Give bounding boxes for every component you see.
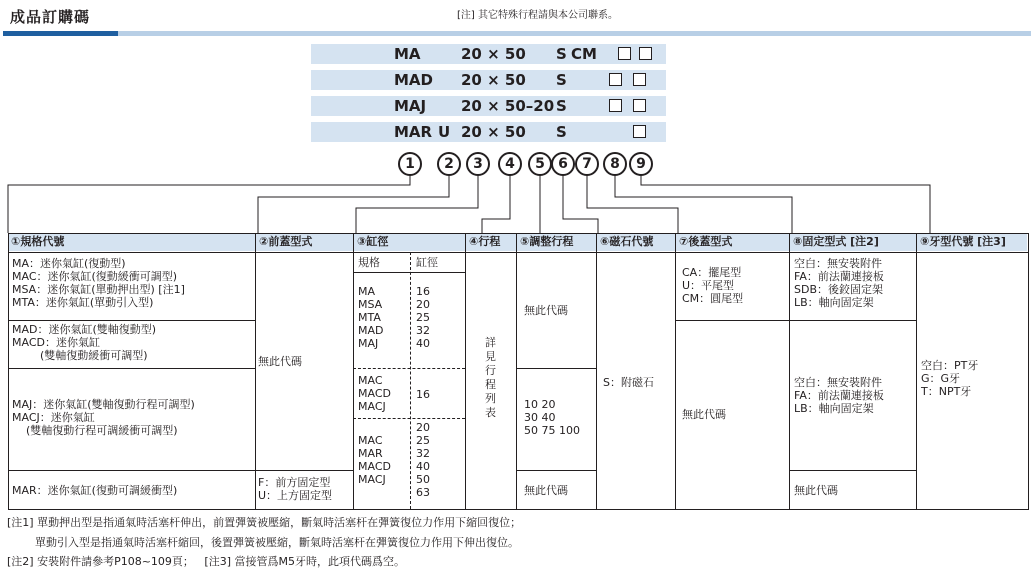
row-divider (789, 470, 916, 471)
front-cover-options: F：前方固定型 U：上方固定型 (258, 476, 333, 502)
position-marker-2: 2 (437, 152, 461, 176)
code-size: 20 × 50 (461, 71, 526, 89)
position-marker-3: 3 (466, 152, 490, 176)
table-border (596, 233, 597, 510)
code-size: 20 × 50–20 (461, 97, 555, 115)
code-model: MA (394, 45, 421, 63)
row-divider (8, 470, 255, 471)
table-border (675, 233, 676, 510)
table-border (516, 233, 517, 510)
mount-options-2: 空白：無安裝附件 FA：前法蘭連接板 LB：軸向固定架 (794, 376, 884, 415)
mount-options-1: 空白：無安裝附件 FA：前法蘭連接板 SDB：後鉸固定架 LB：軸向固定架 (794, 257, 884, 309)
front-cover-none: 無此代碼 (258, 355, 302, 368)
row-divider (675, 320, 789, 321)
table-border (1028, 233, 1029, 510)
header-bore: ③缸徑 (354, 233, 467, 251)
table-border (8, 233, 9, 510)
code-size: 20 × 50 (461, 123, 526, 141)
code-size: 20 × 50 (461, 45, 526, 63)
adjust-values: 10 20 30 40 50 75 100 (524, 398, 580, 437)
row-divider (353, 418, 465, 419)
page-title: 成品訂購碼 (10, 8, 91, 26)
spec-group-4: MAR：迷你氣缸(復動可調緩衝型) (12, 484, 178, 497)
table-border (789, 233, 790, 510)
table-border (353, 233, 354, 510)
header-thread: ⑨牙型代號 [注3] (917, 233, 1027, 251)
rear-cover-options: CA：擺尾型 U：平尾型 CM：圓尾型 (682, 266, 744, 305)
row-divider (353, 368, 465, 369)
adjust-none-2: 無此代碼 (524, 484, 568, 497)
position-marker-9: 9 (629, 152, 653, 176)
code-magnet: S (556, 71, 567, 89)
position-marker-7: 7 (575, 152, 599, 176)
spec-group-2: MAD：迷你氣缸(雙軸復動型) MACD：迷你氣缸 (雙軸復動緩衝可調型) (12, 323, 157, 362)
connector-lines (0, 0, 1034, 240)
stroke-see-table: 詳 見 行 程 列 表 (485, 336, 496, 419)
spec-group-3: MAJ：迷你氣缸(雙軸復動行程可調型) MACJ：迷你氣缸 (雙軸復動行程可調緩衝可調型) (12, 398, 195, 437)
header-stroke: ④行程 (466, 233, 517, 251)
header-spec: ①規格代號 (8, 233, 258, 251)
row-divider (255, 470, 353, 471)
header-rear-cover: ⑦後蓋型式 (676, 233, 791, 251)
table-border (8, 252, 1028, 253)
bore-header-spec: 規格 (358, 256, 380, 269)
code-magnet: S (556, 97, 567, 115)
bore-header-diameter: 缸徑 (416, 256, 438, 269)
code-magnet: S (556, 123, 567, 141)
code-model: MAD (394, 71, 433, 89)
top-note: [注] 其它特殊行程請與本公司聯系。 (457, 10, 618, 21)
code-magnet: S (556, 45, 567, 63)
code-model: MAR (394, 123, 433, 141)
code-front: U (438, 123, 451, 141)
footnote-1: [注1] 單動押出型是指通氣時活塞杆伸出，前置彈簧被壓縮，斷氣時活塞杆在彈簧復位力作用下縮回復位； (7, 516, 522, 529)
position-marker-1: 1 (398, 152, 422, 176)
row-divider (8, 320, 255, 321)
code-model: MAJ (394, 97, 427, 115)
row-divider (516, 368, 596, 369)
footnote-1-cont: 單動引入型是指通氣時活塞杆縮回，後置彈簧被壓縮，斷氣時活塞杆在彈簧復位力作用下伸出復位。 (7, 536, 519, 549)
bore-models-3: MAC MAR MACD MACJ (358, 434, 391, 486)
adjust-none-1: 無此代碼 (524, 304, 568, 317)
footnote-2-3: [注2] 安裝附件請參考P108~109頁； [注3] 當接管爲M5牙時，此項代碼爲空。 (7, 555, 405, 568)
header-mount: ⑧固定型式 [注2] (790, 233, 917, 251)
position-marker-5: 5 (528, 152, 552, 176)
rear-cover-none: 無此代碼 (682, 408, 726, 421)
header-adjust-stroke: ⑤調整行程 (517, 233, 598, 251)
position-marker-8: 8 (603, 152, 627, 176)
spec-group-1: MA：迷你氣缸(復動型) MAC：迷你氣缸(復動緩衝可調型) MSA：迷你氣缸(單動押出型) [注1] MTA：迷你氣缸(單動引入型) (12, 257, 185, 309)
code-rear: CM (571, 45, 597, 63)
bore-values-3: 20 25 32 40 50 63 (416, 421, 430, 499)
table-border (8, 233, 1028, 234)
header-magnet: ⑥磁石代號 (597, 233, 676, 251)
row-divider (8, 368, 255, 369)
thread-options: 空白：PT牙 G：G牙 T：NPT牙 (921, 359, 979, 398)
position-marker-4: 4 (498, 152, 522, 176)
bore-values-1: 16 20 25 32 40 (416, 285, 430, 350)
position-marker-6: 6 (551, 152, 575, 176)
table-border (8, 509, 1028, 510)
bore-values-2: 16 (416, 388, 430, 401)
row-divider (516, 470, 596, 471)
header-front-cover: ②前蓋型式 (256, 233, 355, 251)
bore-models-1: MA MSA MTA MAD MAJ (358, 285, 384, 350)
table-border (465, 233, 466, 510)
magnet-option: S：附磁石 (603, 376, 654, 389)
col-divider (410, 252, 411, 509)
table-border (916, 233, 917, 510)
mount-none: 無此代碼 (794, 484, 838, 497)
bore-models-2: MAC MACD MACJ (358, 374, 391, 413)
row-divider (353, 272, 465, 273)
table-border (255, 233, 256, 510)
row-divider (789, 320, 916, 321)
